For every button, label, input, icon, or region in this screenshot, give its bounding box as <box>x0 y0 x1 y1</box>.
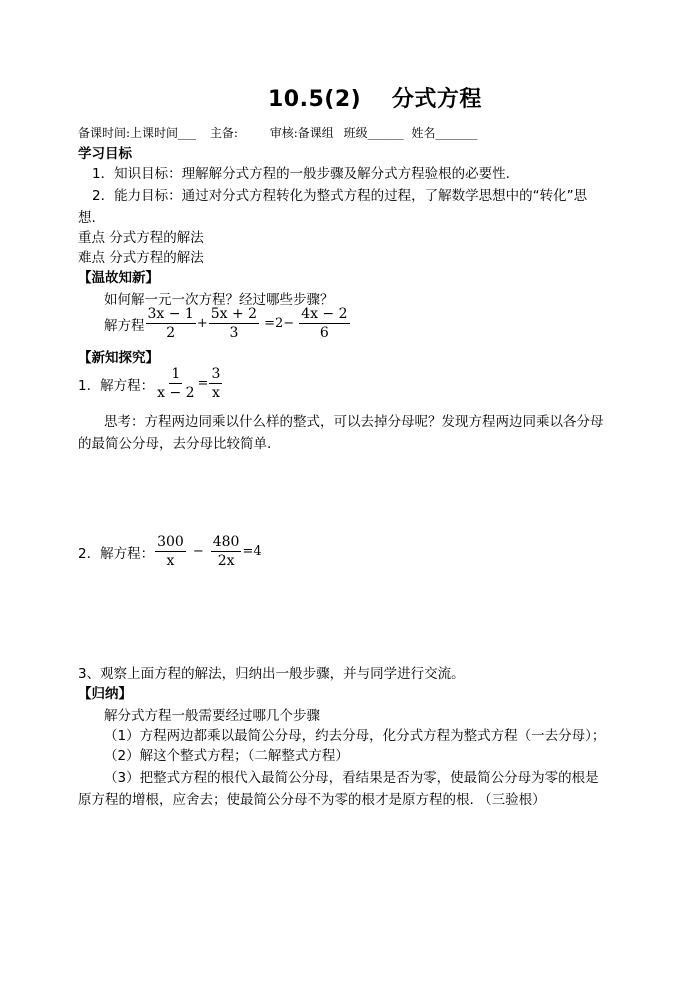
plus-sign: + <box>196 316 208 331</box>
review-question: 如何解一元一次方程？经过哪些步骤？ <box>104 292 334 308</box>
question-3: 3、观察上面方程的解法，归纳出一般步骤，并与同学进行交流。 <box>78 666 465 682</box>
difficulty-point: 难点 分式方程的解法 <box>78 250 204 266</box>
think-text-cont: 的最简公分母，去分母比较简单. <box>78 436 272 452</box>
fraction <box>211 534 242 569</box>
numerator: 3x − 1 <box>147 306 194 322</box>
summary-heading: 【归纳】 <box>78 686 132 702</box>
equals-four: =4 <box>242 544 262 559</box>
denominator: 2x <box>217 553 235 569</box>
numerator: 3 <box>211 366 221 382</box>
summary-step-2: （2）解这个整式方程；（二解整式方程） <box>104 748 349 764</box>
numerator: 5x + 2 <box>210 306 258 322</box>
numerator: 1 <box>171 366 181 382</box>
fraction <box>209 306 259 341</box>
fraction <box>209 366 222 401</box>
numerator: 480 <box>212 534 240 550</box>
summary-step-1: （1）方程两边都乘以最简公分母，约去分母，化分式方程为整式方程（一去分母）； <box>104 728 606 744</box>
denominator: x <box>211 385 220 401</box>
review-heading: 【温故知新】 <box>78 270 159 286</box>
key-point: 重点 分式方程的解法 <box>78 230 204 246</box>
fraction <box>155 366 196 401</box>
objective-ability: 2．能力目标：通过对分式方程转化为整式方程的过程，了解数学思想中的“转化”思 <box>92 188 588 204</box>
page-title: 10.5(2) 分式方程 <box>268 87 482 112</box>
review-equation <box>104 306 351 341</box>
solve-label: 解方程 <box>104 317 145 334</box>
equals-sign: = <box>197 376 209 391</box>
objective-knowledge: 1．知识目标：理解解分式方程的一般步骤及解分式方程验根的必要性. <box>92 166 510 182</box>
summary-step-3-cont: 原方程的增根，应舍去；使最简公分母不为零的根才是原方程的根. （三验根） <box>78 792 546 808</box>
fraction <box>299 306 349 341</box>
fraction <box>155 534 186 569</box>
explore-heading: 【新知探究】 <box>78 350 159 366</box>
denominator: x <box>166 553 175 569</box>
denominator: x − 2 <box>157 385 195 401</box>
objective-ability-cont: 想. <box>78 210 96 226</box>
prep-time: 备课时间:上课时间___ <box>78 126 197 140</box>
question-2-label: 2．解方程： <box>78 545 155 562</box>
denominator: 3 <box>229 325 239 341</box>
numerator: 300 <box>157 534 184 550</box>
explore-question-2 <box>78 534 262 569</box>
preparer: 主备: <box>209 126 238 140</box>
objectives-heading: 学习目标 <box>78 146 132 162</box>
explore-question-1 <box>78 366 223 401</box>
think-text: 思考：方程两边同乘以什么样的整式，可以去掉分母呢？发现方程两边同乘以各分母 <box>104 414 604 430</box>
denominator: 2 <box>166 325 176 341</box>
question-1-label: 1．解方程： <box>78 377 155 394</box>
summary-intro: 解分式方程一般需要经过哪几个步骤 <box>104 708 320 724</box>
numerator: 4x − 2 <box>301 306 348 322</box>
minus-sign: − <box>192 544 204 559</box>
equals-two-minus: =2− <box>264 316 295 331</box>
fraction <box>146 306 196 341</box>
name-field: 姓名_______ <box>411 126 478 140</box>
reviewer: 审核:备课组 <box>269 126 334 140</box>
denominator: 6 <box>319 325 329 341</box>
class-field: 班级______ <box>343 126 404 140</box>
summary-step-3: （3）把整式方程的根代入最简公分母，看结果是否为零，使最简公分母为零的根是 <box>104 770 599 786</box>
prep-info-line <box>78 124 477 141</box>
